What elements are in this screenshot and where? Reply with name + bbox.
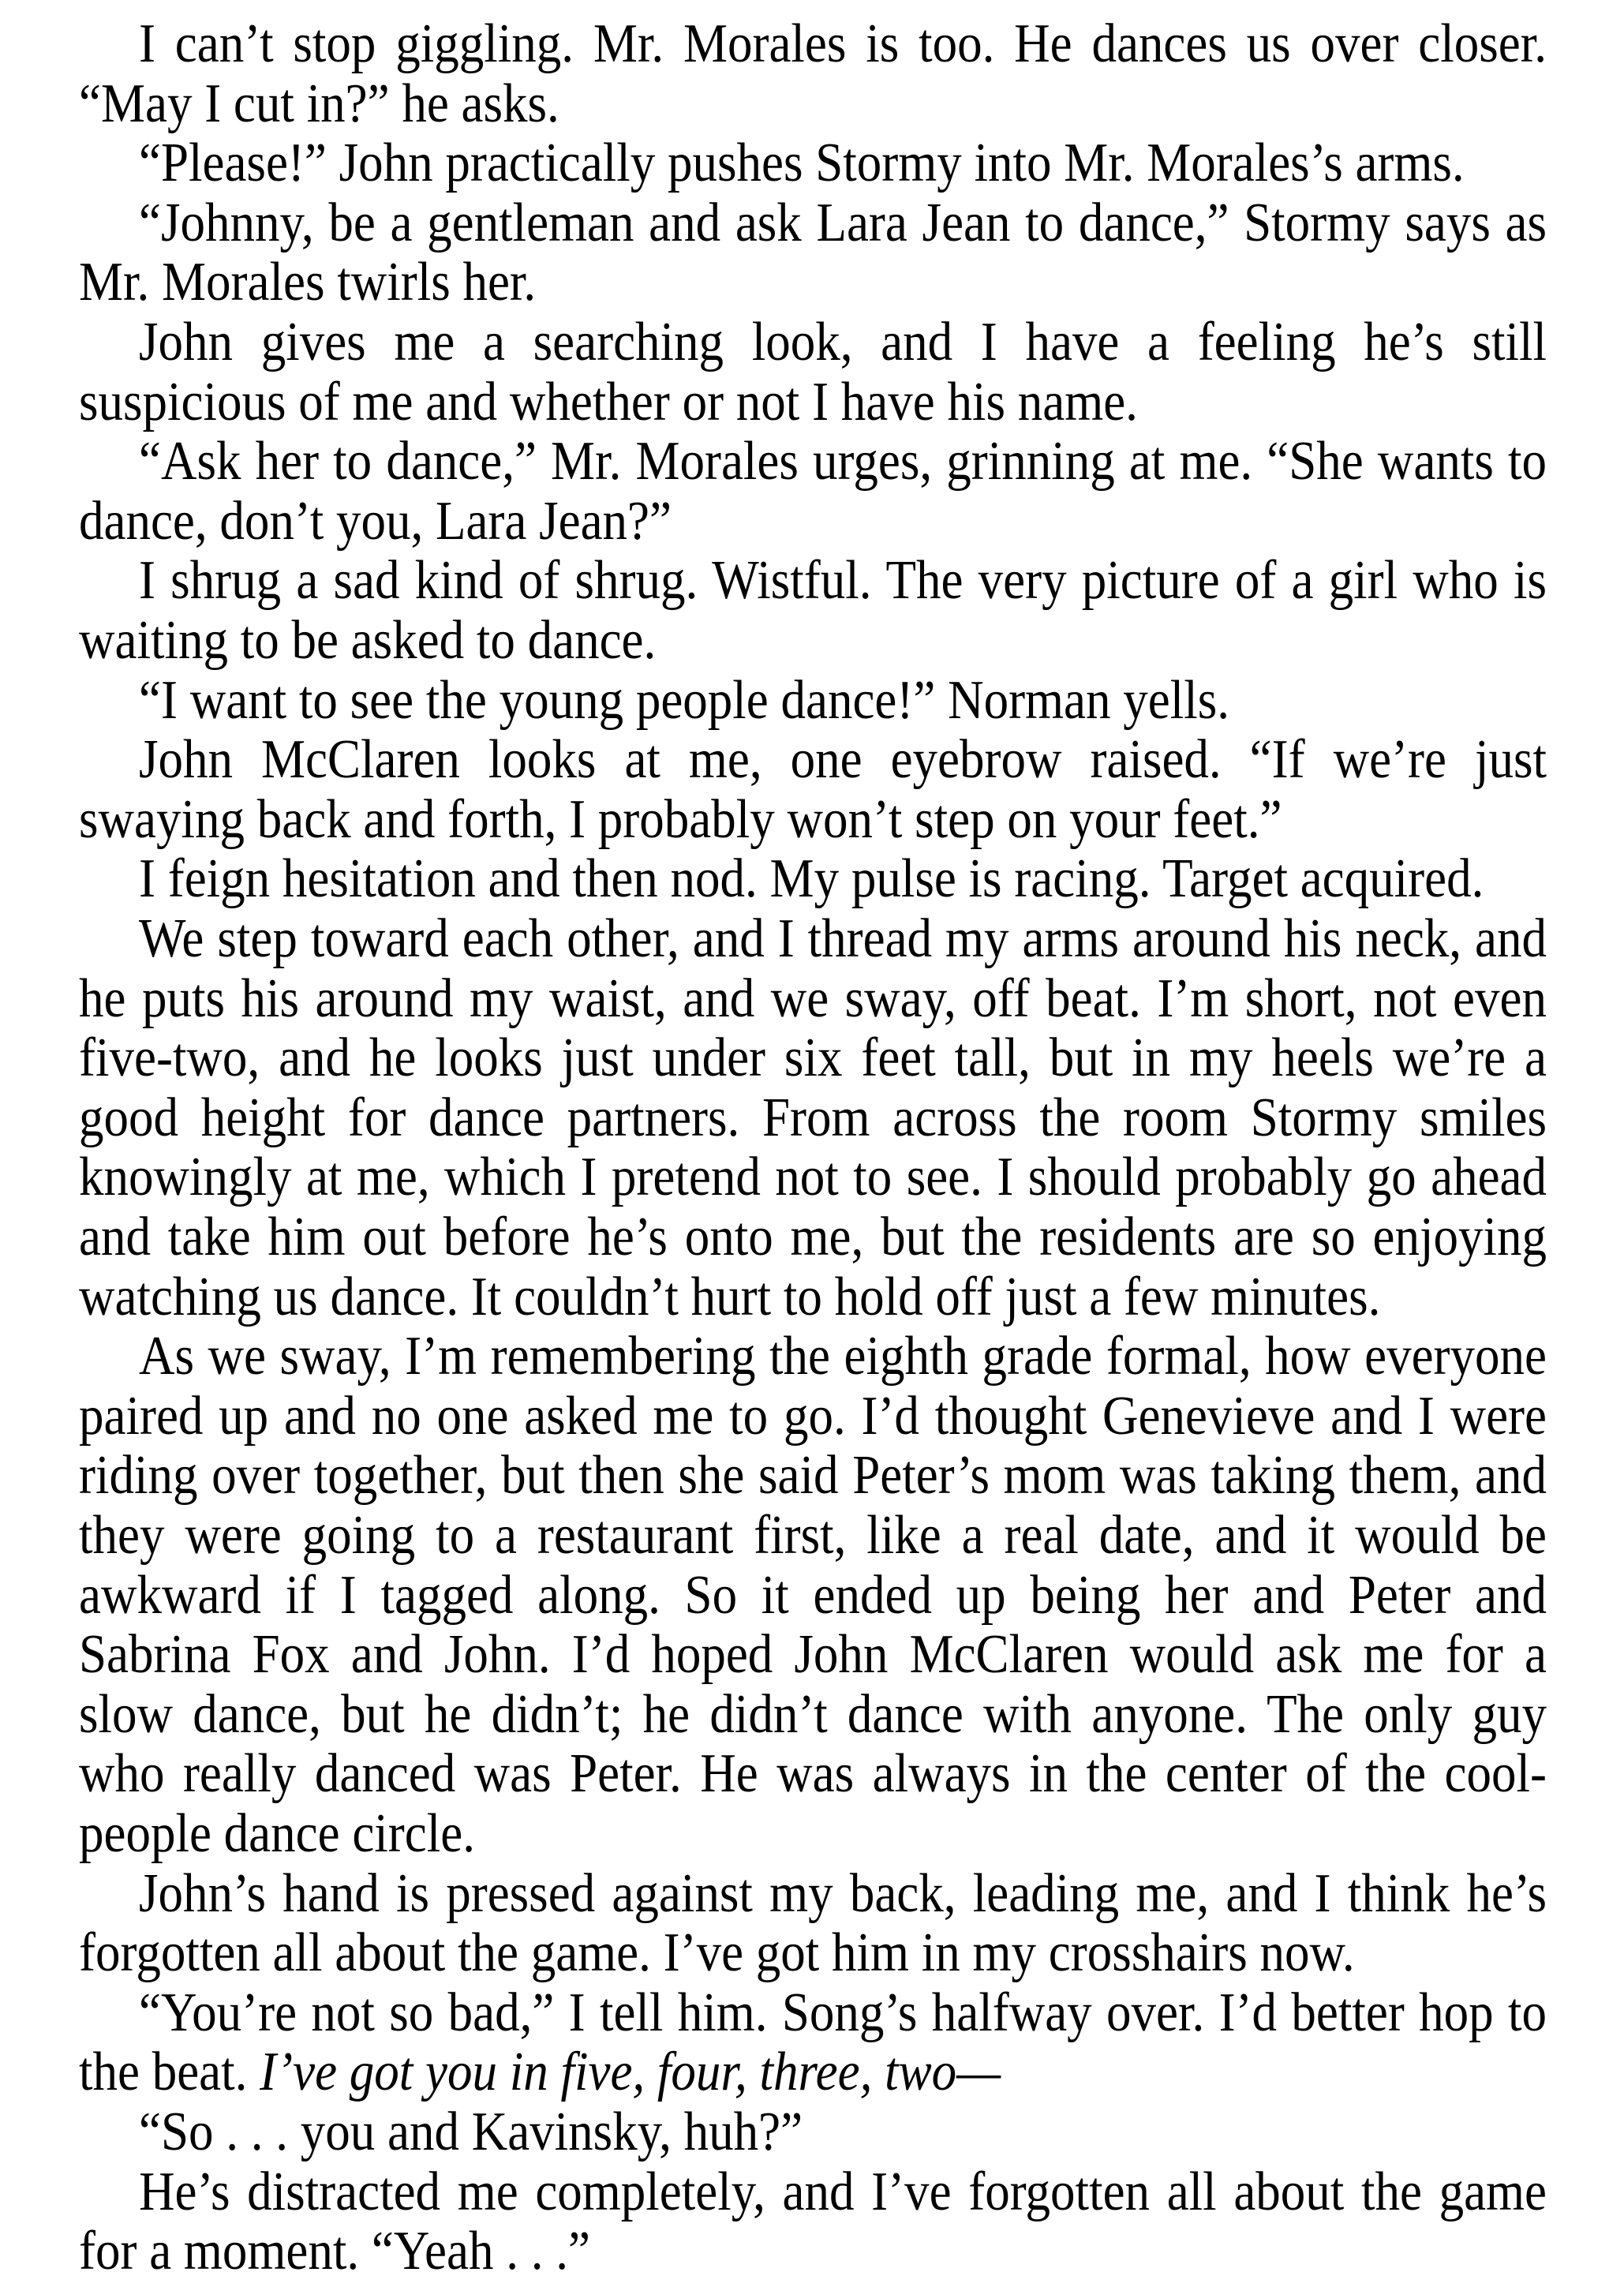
text-line: “May I cut in?” he asks. [79,73,559,134]
text-line: they were going to a restaurant first, like a real date, and it would be [79,1505,1547,1566]
text-line: John gives me a searching look, and I have a feeling he’s still [139,312,1547,372]
text-line: paired up and no one asked me to go. I’d thought Genevieve and I were [79,1385,1547,1447]
text-line: “So . . . you and Kavinsky, huh?” [139,2102,803,2162]
text-line: waiting to be asked to dance. [79,610,657,671]
text-line: John McClaren looks at me, one eyebrow raised. “If we’re just [139,729,1547,791]
text-line: Mr. Morales twirls her. [79,252,537,313]
text-line: I can’t stop giggling. Mr. Morales is too. He dances us over closer. [139,13,1547,74]
text-line: awkward if I tagged along. So it ended up being her and Peter and [79,1564,1547,1626]
text-line: “Johnny, be a gentleman and ask Lara Jean to dance,” Stormy says as [139,192,1547,253]
text-line: Sabrina Fox and John. I’d hoped John McClaren would ask me for a [79,1624,1547,1686]
text-line: I feign hesitation and then nod. My pulse is racing. Target acquired. [139,848,1484,910]
text-line: watching us dance. It couldn’t hurt to hold off just a few minutes. [79,1266,1381,1327]
text-line: he puts his around my waist, and we sway, off beat. I’m short, not even [79,968,1547,1029]
text-run: the beat. [79,2042,260,2103]
text-line: “Ask her to dance,” Mr. Morales urges, grinning at me. “She wants to [139,431,1547,492]
italic-text-run: I’ve got you in five, four, three, two— [260,2042,1001,2103]
text-line: suspicious of me and whether or not I have his name. [79,371,1138,432]
text-line [79,2042,1001,2102]
text-line: slow dance, but he didn’t; he didn’t dance with anyone. The only guy [79,1683,1547,1745]
text-line: As we sway, I’m remembering the eighth grade formal, how everyone [139,1326,1547,1387]
text-line: for a moment. “Yeah . . .” [79,2221,590,2282]
text-line: people dance circle. [79,1803,475,1864]
text-line: “Please!” John practically pushes Stormy into Mr. Morales’s arms. [139,133,1465,194]
text-line: swaying back and forth, I probably won’t step on your feet.” [79,788,1282,850]
text-line: John’s hand is pressed against my back, leading me, and I think he’s [139,1862,1547,1924]
text-line: five-two, and he looks just under six feet tall, but in my heels we’re a [79,1027,1547,1089]
text-line: “I want to see the young people dance!” Norman yells. [139,669,1230,731]
text-line: I shrug a sad kind of shrug. Wistful. The very picture of a girl who is [139,550,1547,612]
text-line: knowingly at me, which I pretend not to see. I should probably go ahead [79,1147,1547,1208]
text-line: We step toward each other, and I thread my arms around his neck, and [139,908,1547,969]
text-line: riding over together, but then she said Peter’s mom was taking them, and [79,1445,1547,1507]
text-line: dance, don’t you, Lara Jean?” [79,490,672,552]
text-line: and take him out before he’s onto me, but the residents are so enjoying [79,1207,1547,1267]
text-line: good height for dance partners. From across the room Stormy smiles [79,1087,1547,1148]
text-line: who really danced was Peter. He was always in the center of the cool- [79,1743,1547,1805]
text-line: forgotten all about the game. I’ve got him in my crosshairs now. [79,1922,1355,1984]
text-line: He’s distracted me completely, and I’ve forgotten all about the game [139,2161,1547,2222]
text-line: “You’re not so bad,” I tell him. Song’s halfway over. I’d better hop to [139,1982,1547,2043]
